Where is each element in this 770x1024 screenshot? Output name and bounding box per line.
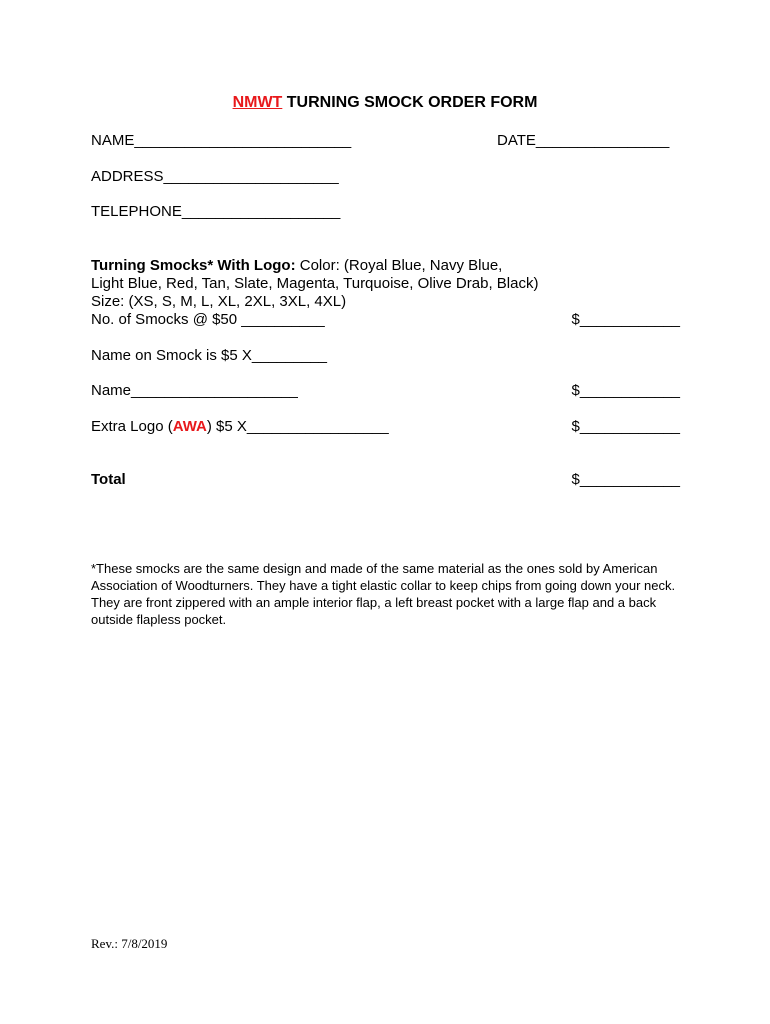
form-title [0, 94, 770, 112]
smocks-color-text: Color: (Royal Blue, Navy Blue, [295, 257, 503, 274]
address-field[interactable]: ADDRESS_____________________ [91, 168, 339, 185]
name-field[interactable]: NAME__________________________ [91, 132, 352, 149]
name-on-smock-field[interactable]: Name on Smock is $5 X_________ [91, 347, 327, 364]
smock-name-field[interactable]: Name____________________ [91, 382, 298, 399]
smocks-amount-field[interactable]: $____________ [571, 311, 680, 328]
footnote: *These smocks are the same design and made of the same material as the ones sold by American Association of Woodturners. They have a tight elastic collar to keep chips from going down your neck. They are front zippered with an ample interior flap, a left breast pocket with a large flap and a back outside flapless pocket. [91, 561, 676, 627]
smock-name-amount-field[interactable]: $____________ [571, 382, 680, 399]
org-name: NMWT [232, 94, 283, 111]
extra-logo-prefix: Extra Logo ( [91, 418, 173, 435]
total-label: Total [91, 471, 126, 488]
smocks-quantity-field[interactable]: No. of Smocks @ $50 __________ [91, 311, 325, 328]
revision-date: Rev.: 7/8/2019 [91, 936, 168, 951]
title-text: TURNING SMOCK ORDER FORM [282, 94, 538, 111]
smocks-heading: Turning Smocks* With Logo: [91, 257, 296, 274]
telephone-field[interactable]: TELEPHONE___________________ [91, 203, 341, 220]
smocks-color-line-2: Light Blue, Red, Tan, Slate, Magenta, Turquoise, Olive Drab, Black) [91, 275, 539, 292]
extra-logo-suffix: ) $5 X_________________ [206, 418, 389, 435]
smocks-size-line: Size: (XS, S, M, L, XL, 2XL, 3XL, 4XL) [91, 293, 347, 310]
smocks-color-line [91, 257, 502, 275]
extra-logo-highlight: AWA [172, 418, 207, 435]
date-field[interactable]: DATE________________ [497, 132, 670, 149]
extra-logo-field[interactable] [91, 418, 389, 436]
extra-logo-amount-field[interactable]: $____________ [571, 418, 680, 435]
total-amount-field[interactable]: $____________ [571, 471, 680, 488]
